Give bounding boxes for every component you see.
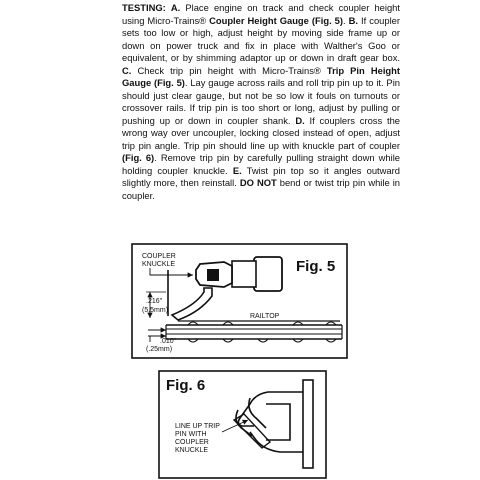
instruction-run-bold: B. — [348, 14, 359, 26]
instruction-run: bend or twist trip pin while in coupler. — [122, 177, 400, 201]
instruction-run-bold: A. — [170, 2, 181, 13]
instruction-run-bold: D. — [295, 114, 305, 126]
fig5-coupler-leader — [150, 268, 193, 275]
instruction-run: Check trip pin height with Micro-Trains® — [131, 64, 327, 76]
fig5-dim-height: .216" — [146, 298, 163, 305]
instruction-run-bold: Trip Pin Height Gauge (Fig. 5) — [122, 64, 401, 88]
fig6-label-2: PIN WITH — [175, 431, 207, 438]
instruction-run: . Lay gauge across rails and roll trip pin up to it. Pin should just clear gauge, but not be so low it fouls on turnouts or crossover rails. If trip pin is too short or long, adjust by pulling or pushing up or down in coupler shank. — [122, 77, 400, 126]
fig5-title: Fig. 5 — [296, 258, 336, 275]
instruction-run-bold: TESTING: — [122, 2, 166, 13]
fig6-coupler-drawing — [234, 380, 313, 468]
instruction-run-bold: DO NOT — [239, 177, 277, 188]
fig5-label-coupler-1: COUPLER — [142, 253, 176, 260]
fig6-title: Fig. 6 — [166, 377, 206, 394]
instruction-run: Twist pin top so it angles outward slightly more, then reinstall. — [122, 164, 400, 188]
instruction-run: Place engine on track and check coupler height using Micro-Trains® — [122, 2, 400, 26]
instruction-run-bold: E. — [232, 164, 242, 176]
fig6-label-1: LINE UP TRIP — [175, 423, 220, 430]
fig5-label-coupler-2: KNUCKLE — [142, 261, 176, 268]
fig5 — [132, 244, 347, 358]
instruction-run-bold: C. — [122, 64, 132, 76]
fig5-label-railtop: RAILTOP — [250, 313, 280, 320]
instruction-run-bold: (Fig. 6) — [122, 152, 155, 163]
instruction-run-bold: Coupler Height Gauge (Fig. 5) — [209, 14, 344, 26]
instruction-run: . Remove trip pin by carefully pulling straight down while holding coupler knuckle. — [122, 152, 400, 176]
instruction-run: If couplers cross the wrong way over uncoupler, locking closed instead of open, adjust trip pin angle. Trip pin should line up with knuckle part of coupler — [122, 114, 400, 151]
fig5-rail — [166, 322, 342, 342]
fig5-dim-pin-mm: (.25mm) — [146, 346, 173, 353]
fig5-dim-height-mm: (5.5mm) — [142, 307, 169, 314]
fig6-label-4: KNUCKLE — [175, 447, 209, 454]
instruction-run: . — [343, 14, 349, 26]
fig6 — [159, 371, 326, 478]
fig5-trip-pin — [172, 288, 212, 320]
fig5-coupler-drawing — [172, 257, 282, 320]
fig6-label-3: COUPLER — [175, 439, 209, 446]
fig5-dim-pin: .010" — [160, 338, 177, 345]
instruction-run: If coupler sets too low or high, adjust height by moving side frame up or down on power truck and fix in place with Walther's Goo or equivalent, or by shimming adaptor up or down in draft gear box. — [122, 14, 401, 63]
